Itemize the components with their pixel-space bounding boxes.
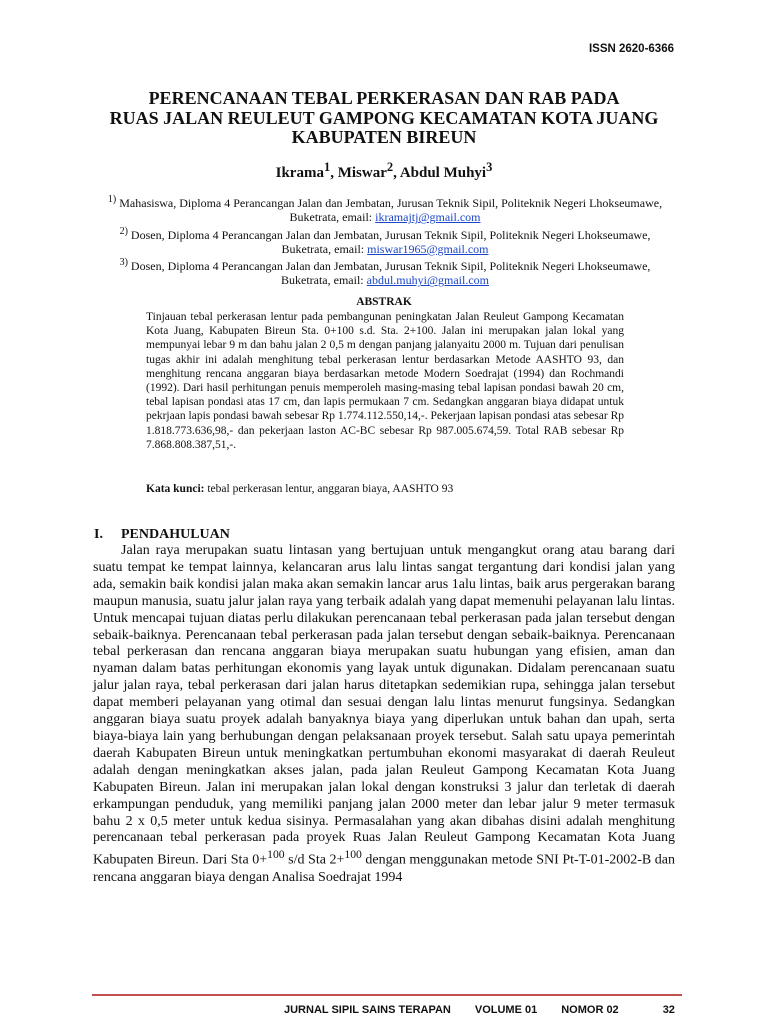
sta-superscript: 100 <box>344 848 362 862</box>
affiliation-marker: 2) <box>119 225 128 237</box>
footer-journal: JURNAL SIPIL SAINS TERAPAN <box>284 1004 451 1016</box>
footer-nomor: NOMOR 02 <box>561 1004 619 1016</box>
issn-label: ISSN 2620-6366 <box>588 43 674 55</box>
affiliation-2 <box>96 225 674 257</box>
intro-text: Jalan raya merupakan suatu lintasan yang bertujuan untuk mengangkut orang atau barang dari suatu tempat ke tempat lainnya, kelancaran arus lalu lintas sangat tergantung dari kondisi jalan yang ada, semakin baik kondisi jalan maka akan semakin lancar arus 1alu lintas, baik arus pergerakan barang maupun manusia, suatu jalur jalan raya yang terbaik adalah yang dapat memenuhi pelayanan lalu lintas. Untuk mencapai tujuan diatas perlu dilakukan perencanaan tebal perkerasan pada jalan tersebut dengan sebaik-baiknya. Perencanaan tebal perkerasan pada jalan tersebut dengan sebaik-baiknya. Perencanaan tebal perkerasan dan rencana anggaran biaya merupakan suatu hubungan yang efisien, aman dan nyaman dalam batas perhitungan ekonomis yang layak untuk digunakan. Didalam perencanaan suatu jalur jalan raya, tebal perkerasan dari jalan harus ditetapkan sedemikian rupa, sehingga jalan tersebut dapat memberi pelayanan yang otimal dan sesuai dengan lalu lintas menurut fungsinya. Sedangkan anggaran biaya suatu proyek adalah banyaknya biaya yang diperlukan untuk bahan dan upah, serta biaya-biaya lain yang berhubungan dengan pelaksanaan proyek tersebut. Salah satu upaya pemerintah daerah Kabupaten Bireun untuk meningkatkan pertumbuhan ekonomi masyarakat di daerah Reuleut adalah dengan meningkatkan akses jalan, pada jalan Reuleut Gampong Kecamatan Kota Juang Kabupaten Bireun. Jalan ini merupakan jalan lokal dengan konstruksi 3 jalur dan terletak di daerah erkampungan penduduk, yang memiliki panjang jalan 2000 meter dan lebar jalur 9 meter termasuk bahu 2 x 0,5 meter untuk kedua sisinya. Permasalahan yang akan dibahas disini adalah menghitung perencanaan tebal perkerasan pada proyek Ruas Jalan Reuleut Gampong Kecamatan Kota Juang Kabupaten Bireun. Dari Sta 0+ <box>93 543 675 868</box>
affiliation-text: Mahasiswa, Diploma 4 Perancangan Jalan dan Jembatan, Jurusan Teknik Sipil, Politeknik Negeri Lhokseumawe, Buketrata, email: <box>119 196 663 225</box>
intro-text-mid: s/d Sta 2+ <box>284 852 345 868</box>
email-link[interactable]: ikramajtj@gmail.com <box>375 210 481 225</box>
email-link[interactable]: abdul.muhyi@gmail.com <box>366 273 489 288</box>
sta-superscript: 100 <box>267 848 285 862</box>
keywords-label: Kata kunci: <box>146 483 205 495</box>
keywords <box>146 483 624 495</box>
intro-text-end: dengan menggunakan metode SNI Pt-T-01-2002-B dan rencana anggaran biaya dengan Analisa Soedrajat 1994 <box>93 852 676 885</box>
affiliation-list <box>96 193 674 288</box>
author-name: Abdul Muhyi <box>399 165 487 181</box>
page-footer <box>284 1004 675 1016</box>
footer-divider <box>92 994 682 996</box>
author-name: Ikrama <box>275 165 324 181</box>
email-link[interactable]: miswar1965@gmail.com <box>367 241 489 256</box>
section-heading <box>94 527 230 543</box>
title-line-2: RUAS JALAN REULEUT GAMPONG KECAMATAN KOTA JUANG <box>109 107 659 128</box>
section-title: PENDAHULUAN <box>121 527 230 542</box>
author-sup: 2 <box>386 160 394 174</box>
page-number: 32 <box>662 1004 675 1016</box>
affiliation-marker: 1) <box>107 194 117 205</box>
affiliation-text: Dosen, Diploma 4 Perancangan Jalan dan Jembatan, Jurusan Teknik Sipil, Politeknik Negeri Lhokseumawe, Buketrata, email: <box>130 227 651 256</box>
affiliation-marker: 3) <box>119 257 128 269</box>
author-name: Miswar <box>337 165 387 181</box>
author-sup: 1 <box>323 160 331 174</box>
affiliation-text: Dosen, Diploma 4 Perancangan Jalan dan Jembatan, Jurusan Teknik Sipil, Politeknik Negeri Lhokseumawe, Buketrata, email: <box>130 259 651 288</box>
author-sup: 3 <box>486 160 493 174</box>
paper-title <box>88 89 680 148</box>
author-list: Ikrama$^1$, Miswar$^2$, Abdul Muhyi$^3$ <box>275 160 493 181</box>
footer-volume: VOLUME 01 <box>474 1004 538 1016</box>
keywords-text: tebal perkerasan lentur, anggaran biaya, AASHTO 93 <box>207 483 454 495</box>
abstract-heading: ABSTRAK <box>356 296 412 308</box>
title-line-3: KABUPATEN BIREUN <box>291 127 477 147</box>
intro-paragraph <box>93 543 675 887</box>
affiliation-3 <box>96 256 674 288</box>
abstract-text: Tinjauan tebal perkerasan lentur pada pembangunan peningkatan Jalan Reuleut Gampong Kecamatan Kota Juang, Kabupaten Bireun Sta. 0+100 s.d. Sta. 2+100. Jalan ini merupakan jalan lokal yang mempunyai lebar 9 m dan bahu jalan 2 0,5 m dengan panjang jalanyaitu 2000 m. Tujuan dari penulisan tugas akhir ini adalah menghitung tebal perkerasan lentur berdasarkan Metode AASHTO 93, dan menghitung rencana anggaran biaya berdasarkan metode Modern Soedrajat (1994) dan Rochmandi (1992). Dari hasil perhitungan penuis memperoleh masing-masing tebal lapisan pondasi bawah 20 cm, tebal lapisan pondasi atas 17 cm, dan lapis permukaan 7 cm. Sedangkan anggaran biaya didapat untuk pekrjaan lapis pondasi bawah sebesar Rp 1.774.112.550,14,-. Pekerjaan lapisan pondasi atas sebesar Rp 1.818.773.636,98,- dan pekerjaan laston AC-BC sebesar Rp 987.005.674,59. Total RAB sebesar Rp 7.868.808.387,51,-. <box>146 311 624 451</box>
section-number: I. <box>94 527 103 542</box>
title-line-1: PERENCANAAN TEBAL PERKERASAN DAN RAB PADA <box>148 88 620 108</box>
affiliation-1 <box>96 193 674 225</box>
